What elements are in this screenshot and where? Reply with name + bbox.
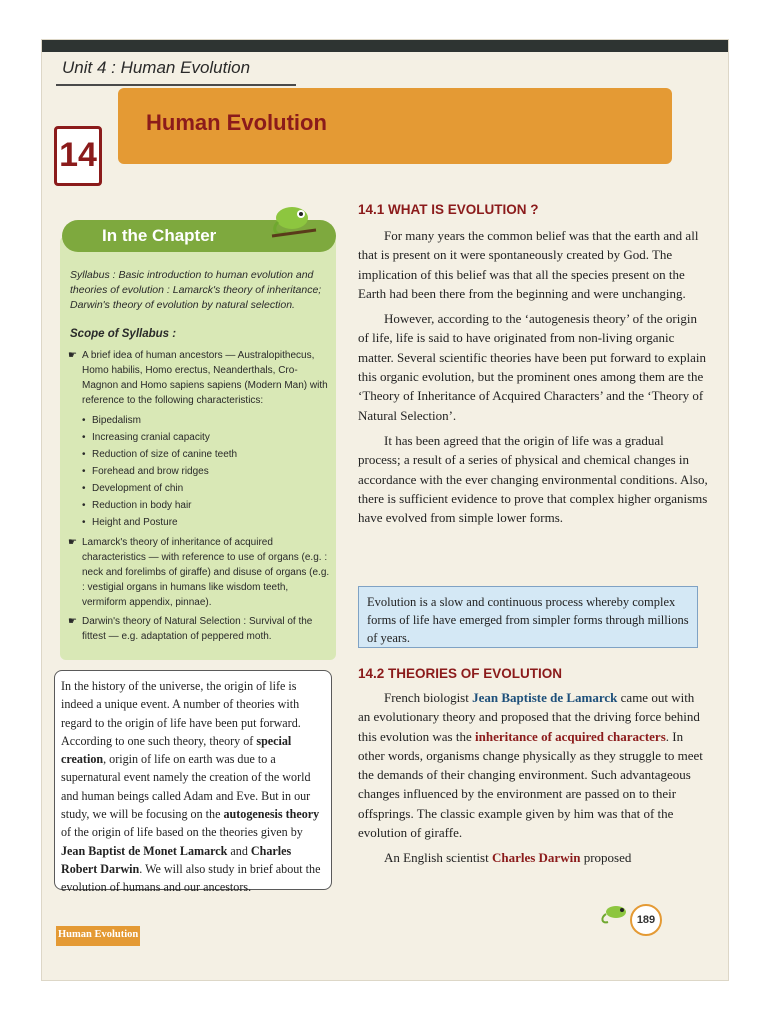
in-chapter-heading: In the Chapter bbox=[102, 226, 217, 245]
name-highlight: Charles Darwin bbox=[491, 850, 581, 866]
scope-item-ancestors: ☛ A brief idea of human ancestors — Australopithecus, Homo habilis, Homo erectus, Neanderthals, Cro-Magnon and Homo sapiens sapiens (Modern Man) with reference to the following characteristics: bbox=[68, 348, 330, 408]
paragraph bbox=[358, 848, 708, 867]
paragraph: However, according to the ‘autogenesis theory’ of the origin of life, life is said to have originated from non-living organic matter. Several scientific theories have been put forward to explain this organic evolution, but the prominent ones among them are the ‘Theory of Inheritance of Acquired Characters’ and the ‘Theory of Natural Selection’. bbox=[358, 311, 706, 423]
section-heading-14-1: 14.1 WHAT IS EVOLUTION ? bbox=[358, 202, 539, 217]
footer-label-box bbox=[56, 926, 140, 946]
footer-label: Human Evolution bbox=[58, 929, 139, 940]
intro-text: , origin of life on earth was due to a supernatural event namely the creation of the world and human beings called Adam and Eve. But in our study, we will be focusing on the bbox=[61, 752, 311, 822]
name-highlight: Jean Baptiste de Lamarck bbox=[472, 690, 618, 705]
intro-text: of the origin of life based on the theories given by bbox=[61, 825, 303, 840]
evolution-definition-box: Evolution is a slow and continuous process whereby complex forms of life have emerged from simpler forms through millions of years. bbox=[358, 586, 698, 648]
scope-list bbox=[68, 348, 330, 648]
section-14-2-body bbox=[358, 688, 708, 868]
paragraph: For many years the common belief was that the earth and all that is present on it were spontaneously created by God. The implication of this belief was that all the species present on the Earth had been there from the beginning and were unchanging. bbox=[358, 228, 699, 301]
intro-text: . We will also study in brief about the evolution of humans and our ancestors. bbox=[61, 861, 321, 895]
list-item: • Development of chin bbox=[82, 480, 330, 497]
intro-bold-term: autogenesis theory bbox=[223, 807, 320, 822]
chameleon-icon bbox=[268, 200, 318, 240]
intro-bold-term: special creation bbox=[61, 733, 292, 767]
paragraph-text: . In other words, organisms change physically as they struggle to meet the demands of their changing environment. Such advantageous changes influenced by the environment are passed on to their offsprings. The classic example given by him was that of the evolution of giraffe. bbox=[358, 728, 703, 841]
list-item: • Bipedalism bbox=[82, 412, 330, 429]
unit-underline bbox=[56, 84, 296, 86]
intro-box bbox=[54, 670, 332, 895]
intro-text: In the history of the universe, the origin of life is indeed a unique event. A number of theories with regard to the origin of life have been put forward. According to one such theory, theory of bbox=[61, 679, 301, 748]
list-item: • Reduction of size of canine teeth bbox=[82, 446, 330, 463]
paragraph-text: French biologist bbox=[384, 690, 473, 705]
list-item: • Forehead and brow ridges bbox=[82, 463, 330, 480]
list-item: • Reduction in body hair bbox=[82, 497, 330, 514]
chapter-number: 14 bbox=[54, 126, 102, 186]
syllabus-text: Syllabus : Basic introduction to human evolution and theories of evolution : Lamarck's theory of inheritance; Darwin's theory of evolution by natural selection. bbox=[70, 269, 322, 311]
list-item: • Height and Posture bbox=[82, 514, 330, 531]
paragraph-text: came out with an evolutionary theory and proposed that the driving force behind this evolution was the bbox=[358, 690, 700, 744]
gecko-icon bbox=[598, 900, 632, 926]
scope-heading: Scope of Syllabus : bbox=[70, 328, 177, 340]
characteristics-list bbox=[82, 412, 330, 531]
paragraph bbox=[358, 688, 708, 842]
section-heading-14-2: 14.2 THEORIES OF EVOLUTION bbox=[358, 666, 563, 681]
term-highlight: inheritance of acquired characters bbox=[475, 728, 666, 744]
unit-title: Unit 4 : Human Evolution bbox=[62, 58, 251, 77]
intro-bold-term: Jean Baptist de Monet Lamarck bbox=[61, 843, 228, 858]
scope-item-lamarck: ☛ Lamarck's theory of inheritance of acquired characteristics — with reference to use of organs (e.g. : neck and forelimbs of giraffe) and disuse of organs (e.g. : vestigial organs in humans like wisdom teeth, vermiform appendix, pinnae). bbox=[68, 535, 330, 610]
intro-bold-term: Charles Robert Darwin bbox=[61, 843, 292, 876]
paragraph: It has been agreed that the origin of life was a gradual process; a result of a series of physical and chemical changes in accordance with the ever changing environmental conditions. Also, there is sufficient evidence to prove that complex higher organisms have evolved from simple lower forms. bbox=[358, 432, 708, 526]
textbook-page bbox=[42, 40, 728, 980]
section-14-1-body bbox=[358, 226, 708, 527]
list-item: • Increasing cranial capacity bbox=[82, 429, 330, 446]
page-number: 189 bbox=[630, 904, 662, 936]
paragraph-text: An English scientist bbox=[384, 850, 492, 866]
intro-text: and bbox=[227, 843, 251, 858]
top-band bbox=[42, 40, 728, 52]
chapter-title: Human Evolution bbox=[146, 110, 327, 135]
paragraph-text: proposed bbox=[580, 850, 632, 866]
scope-item-darwin: ☛ Darwin's theory of Natural Selection : Survival of the fittest — e.g. adaptation of peppered moth. bbox=[68, 614, 330, 644]
